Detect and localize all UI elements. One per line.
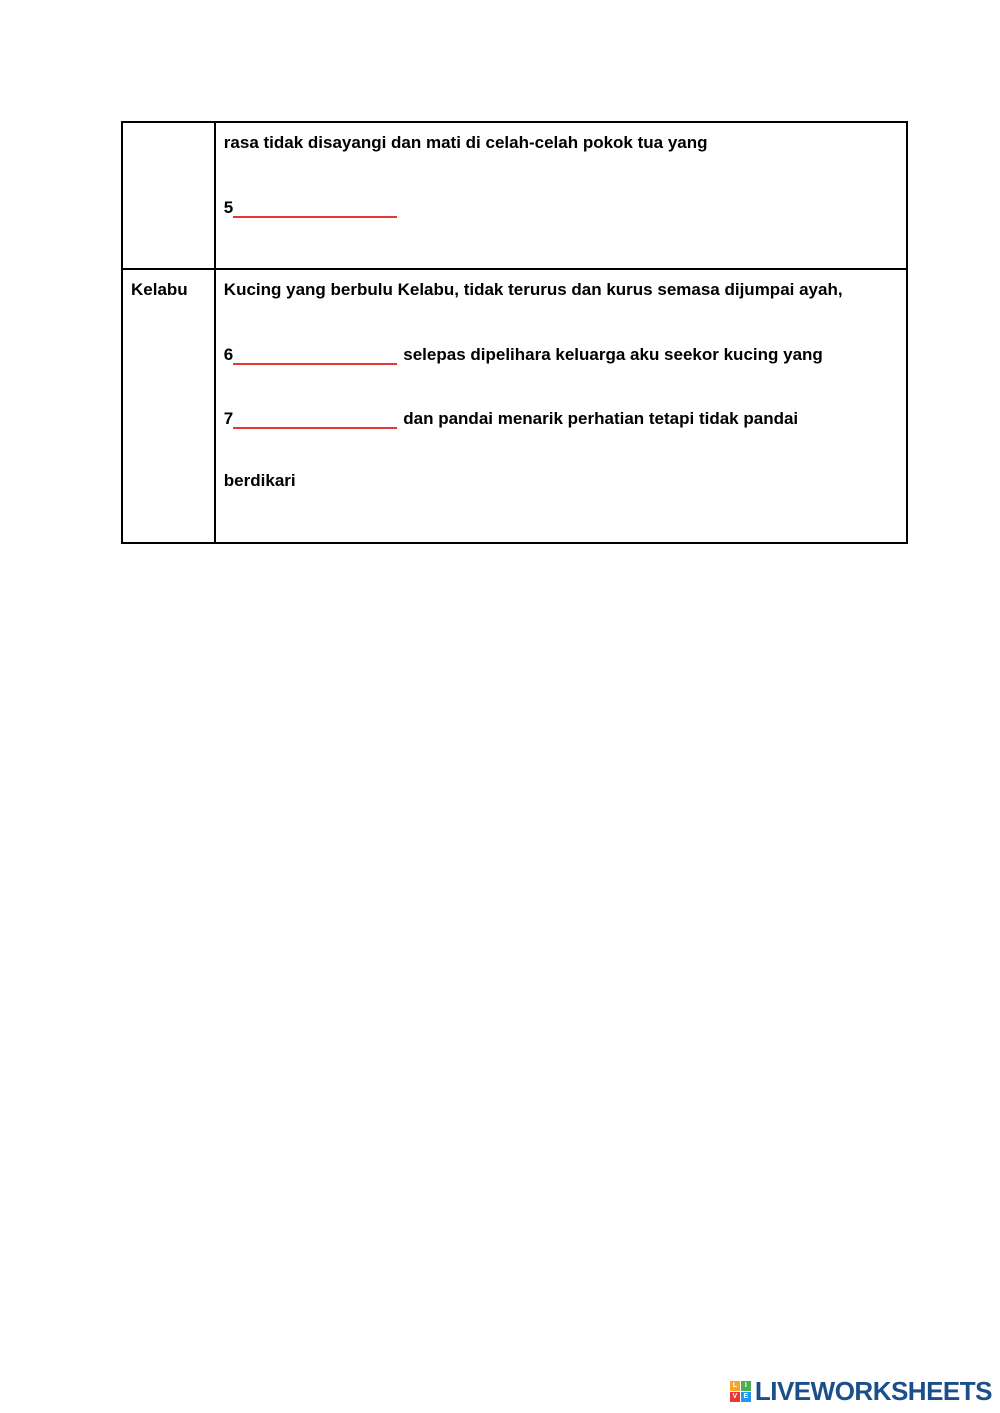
blank-number-7: 7 [223,409,234,428]
answer-blank-6[interactable] [233,343,397,365]
blank-number-5: 5 [223,198,234,217]
answer-blank-5[interactable] [233,196,397,218]
text-line [224,407,798,429]
row2-line3: dan pandai menarik perhatian tetapi tidak pandai [403,409,799,428]
text-line [224,280,843,300]
logo-letter: L [730,1381,740,1391]
table-row [122,269,907,543]
row2-line4: berdikari [223,471,296,490]
blank-number-6: 6 [223,345,234,364]
logo-letter: I [741,1381,751,1391]
logo-letter: V [730,1392,740,1402]
logo-text: LIVEWORKSHEETS [754,1376,992,1406]
label-cell [122,122,215,269]
answer-blank-7[interactable] [233,407,397,429]
text-cell [215,122,907,269]
liveworksheets-logo [730,1376,992,1407]
text-line [224,133,708,153]
row2-line1: Kucing yang berbulu Kelabu, tidak terurus dan kurus semasa dijumpai ayah, [223,280,843,299]
table-row [122,122,907,269]
label-cell [122,269,215,543]
row1-line1: rasa tidak disayangi dan mati di celah-celah pokok tua yang [223,133,708,152]
row-label: Kelabu [131,280,188,299]
text-line [224,343,823,365]
logo-icon [730,1381,751,1402]
text-line [224,471,296,491]
text-line [224,196,403,218]
row2-line2: selepas dipelihara keluarga aku seekor kucing yang [403,345,823,364]
worksheet-table [121,121,908,544]
logo-letter: E [741,1392,751,1402]
text-cell [215,269,907,543]
